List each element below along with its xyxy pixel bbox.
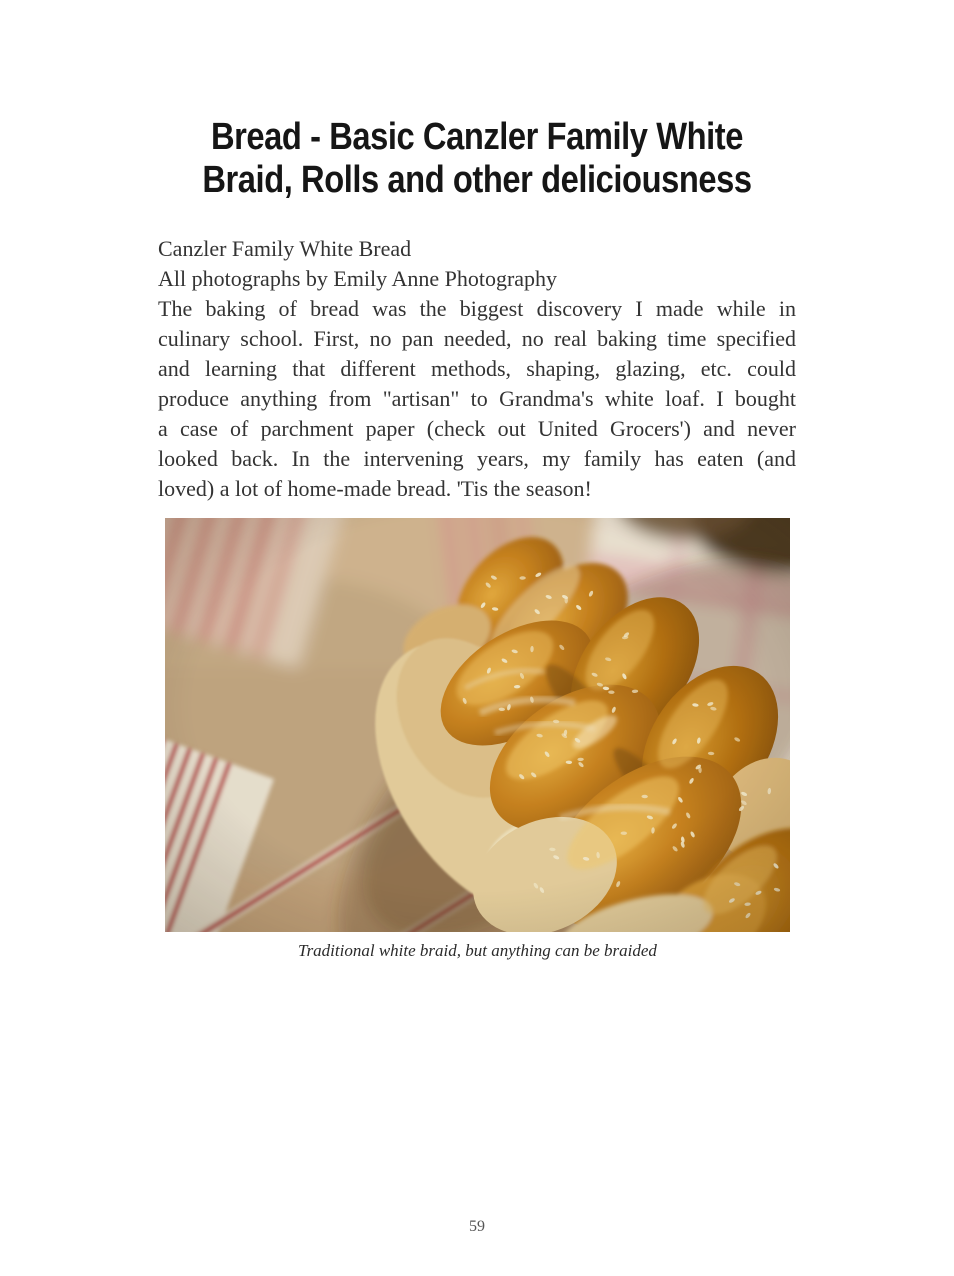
page-title-line-2: Braid, Rolls and other deliciousness [202,159,752,201]
paragraph-line: looked back. In the intervening years, my family has eaten (and [158,446,796,471]
photo-caption: Traditional white braid, but anything can be braided [298,941,657,960]
page-number: 59 [469,1218,485,1235]
braided-bread-photo [165,518,790,932]
bread-figure [165,518,790,961]
intro-line: Canzler Family White Bread [158,236,412,261]
body-text [158,234,796,504]
intro-line: All photographs by Emily Anne Photography [158,266,558,291]
paragraph-line: The baking of bread was the biggest discovery I made while in [158,296,796,321]
page-title-line-1: Bread - Basic Canzler Family White [210,116,744,158]
paragraph-line: and learning that different methods, shaping, glazing, etc. could [158,356,796,381]
page-title [0,116,954,202]
paragraph-line: produce anything from "artisan" to Grandma's white loaf. I bought [158,386,796,411]
paragraph-line: a case of parchment paper (check out United Grocers') and never [158,416,796,441]
paragraph-line: loved) a lot of home-made bread. 'Tis the season! [158,476,592,501]
paragraph-line: culinary school. First, no pan needed, no real baking time specified [158,326,796,351]
